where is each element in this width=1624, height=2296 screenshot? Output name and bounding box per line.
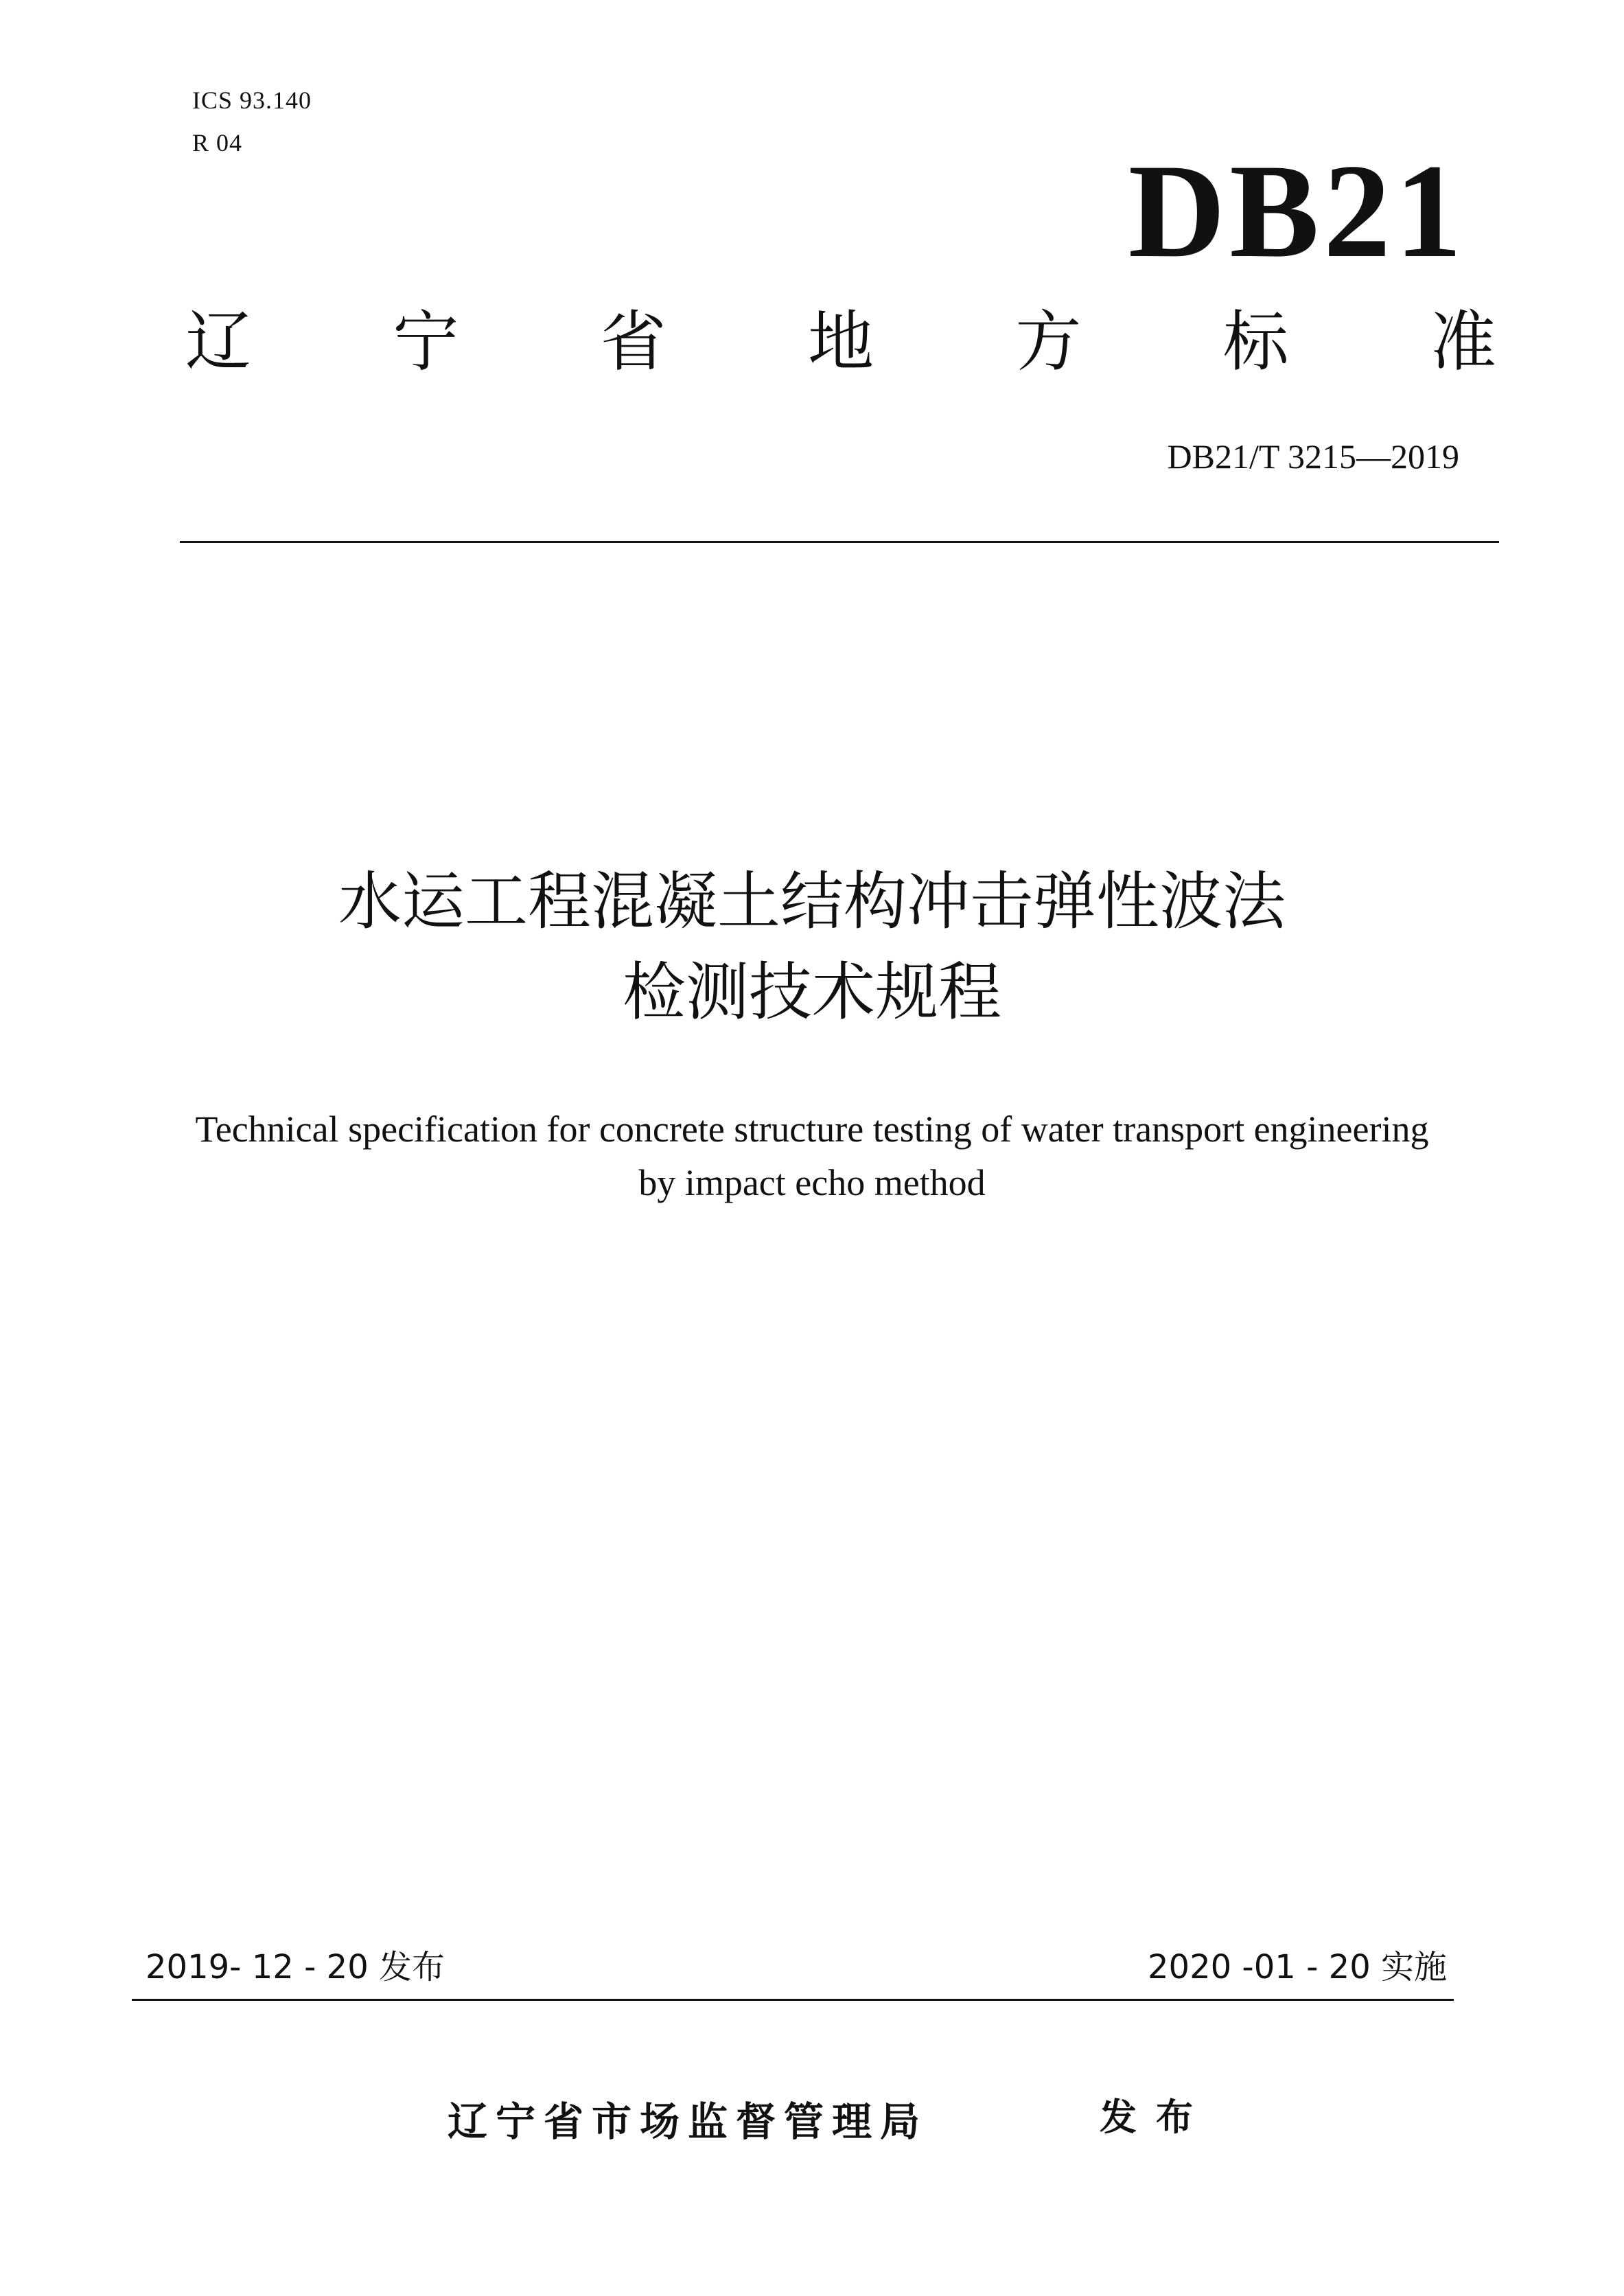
issued-label: 发布 xyxy=(1100,2096,1212,2139)
standard-type-char: 辽 xyxy=(185,303,251,380)
header-divider xyxy=(180,541,1499,543)
standard-type-char: 标 xyxy=(1222,303,1289,380)
standard-code-mark: DB21 xyxy=(1128,137,1466,286)
standard-type-char: 宁 xyxy=(393,303,459,380)
standard-type-heading xyxy=(185,303,1496,380)
chinese-title-line-2: 检测技术规程 xyxy=(622,955,1001,1029)
implementation-date: 2020 -01 - 20 实施 xyxy=(1148,1948,1447,1986)
english-title-line-1: Technical specification for concrete structure testing of water transport engineering xyxy=(195,1109,1429,1150)
standard-type-char: 地 xyxy=(807,303,874,380)
standard-type-char: 方 xyxy=(1015,303,1082,380)
ics-code: ICS 93.140 xyxy=(192,86,312,114)
english-title-line-2: by impact echo method xyxy=(638,1162,986,1203)
standard-type-char: 准 xyxy=(1430,303,1496,380)
chinese-title-line-1: 水运工程混凝土结构冲击弹性波法 xyxy=(338,865,1286,938)
issue-date: 2019- 12 - 20 发布 xyxy=(146,1948,445,1986)
standard-number: DB21/T 3215—2019 xyxy=(1167,437,1459,476)
standard-type-char: 省 xyxy=(600,303,666,380)
date-divider xyxy=(132,1999,1454,2001)
issuing-authority: 辽宁省市场监督管理局 xyxy=(448,2098,929,2145)
ccs-code: R 04 xyxy=(192,129,243,156)
